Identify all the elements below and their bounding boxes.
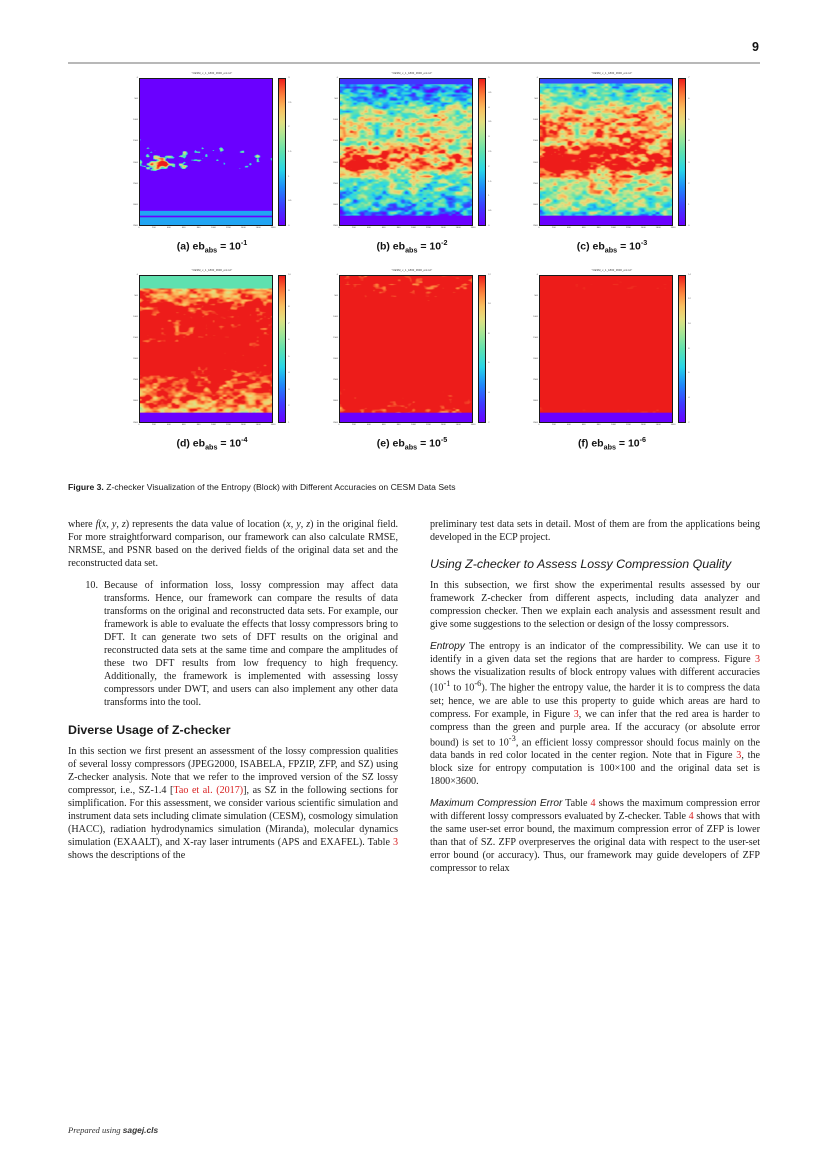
colorbar-gradient-c: [678, 78, 686, 226]
figure-panel-c: [526, 72, 698, 255]
y-tick-label: 2500: [533, 182, 538, 185]
x-tick-label: 600: [581, 423, 586, 426]
subcaption-exp: -3: [640, 238, 648, 247]
x-tick-label: 0: [338, 423, 340, 426]
y-tick-label: 1500: [533, 140, 538, 143]
y-tick-label: 1000: [533, 315, 538, 318]
colorbar-tick-label: 0.5: [488, 210, 492, 213]
y-tick-label: 3000: [333, 400, 338, 403]
colorbar-tick-label: 1: [688, 203, 690, 206]
colorbar-tick-label: 8: [288, 306, 290, 309]
x-tick-label: 0: [138, 227, 140, 229]
heading-using-zchecker: Using Z-checker to Assess Lossy Compression Quality: [430, 557, 732, 572]
colorbar-tick-label: 5: [288, 355, 290, 358]
y-tick-label: 3500: [333, 421, 338, 424]
paragraph-diverse-part1: In this section we first present an assessment of the lossy compression qualities of several lossy compressors (JPEG2000, ISABELA, FPZIP, ZFP, and SZ) using Z-checker analysis. Note that we refer to the improved version of the SZ lossy compressor, i.e., SZ-1.4 [: [68, 746, 398, 797]
colorbar-tick-label: 0: [488, 225, 490, 227]
colorbar-d: [278, 275, 298, 423]
y-tick-label: 2500: [333, 182, 338, 185]
x-tick-label: 600: [181, 423, 186, 426]
x-tick-label: 1200: [425, 227, 431, 229]
colorbar-tick-label: 6: [688, 372, 690, 375]
x-tick-label: 1600: [655, 423, 661, 426]
colorbar-tick-label: 2: [288, 126, 290, 129]
entropy-part6: , an efficient lossy compressor should focus mainly on the data bands in red color located in the center region. Note that in Figure: [430, 737, 760, 762]
subcaption-label: (b) eb: [376, 240, 406, 253]
x-tick-label: 800: [596, 423, 601, 426]
colorbar-ticks-c: [686, 78, 698, 226]
header-rule: [68, 62, 760, 64]
x-axis-e: [338, 423, 476, 431]
x-tick-label: 400: [366, 423, 371, 426]
y-tick-label: 3000: [333, 203, 338, 206]
figure-caption: [68, 482, 760, 493]
figure-ref-3-a[interactable]: 3: [754, 654, 760, 666]
paragraph-where: where f(x, y, z) represents the data value of location (x, y, z) in the original field. For more straightforward comparison, our framework can also calculate RMSE, NRMSE, and PSNR based on the derived fields of the original data set and the reconstructed data set.: [68, 519, 399, 570]
x-tick-label: 0: [538, 227, 540, 229]
y-tick-label: 2000: [333, 161, 338, 164]
figure-row-bottom: [68, 269, 760, 452]
x-tick-label: 1400: [440, 227, 446, 229]
y-tick-label: 2000: [133, 161, 138, 164]
colorbar-tick-label: 0.5: [288, 200, 292, 203]
x-tick-label: 200: [352, 227, 356, 229]
figure-row-top: [68, 72, 760, 255]
colorbar-tick-label: 6: [288, 339, 290, 342]
x-tick-label: 1400: [240, 227, 246, 229]
colorbar-tick-label: 9: [288, 290, 290, 293]
x-tick-label: 1800: [470, 423, 476, 426]
colorbar-tick-label: 4: [488, 391, 490, 394]
subcaption-label: (f) eb: [577, 437, 604, 450]
x-axis-b: [338, 226, 476, 234]
colorbar-tick-label: 1: [288, 421, 290, 424]
colorbar-tick-label: 1.5: [288, 151, 292, 153]
x-tick-label: 1600: [255, 227, 261, 229]
panel-title-e: "CESM_x_1_1800_3600_ent.txt": [391, 268, 433, 272]
panel-title-b: "CESM_x_1_1800_3600_ent.txt": [391, 72, 433, 75]
figure-panel-a: [126, 72, 298, 255]
paragraph-diverse-part3: shows the descriptions of the: [68, 850, 186, 862]
subcaption-eq: = 10: [616, 437, 640, 450]
heading-diverse-usage: Diverse Usage of Z-checker: [68, 723, 231, 738]
colorbar-tick-label: 10: [688, 322, 691, 325]
panel-plot-d: [126, 275, 298, 423]
figure-ref-3-c[interactable]: 3: [736, 750, 742, 762]
y-tick-label: 1000: [333, 119, 338, 122]
y-tick-label: 3000: [133, 400, 138, 403]
heatmap-canvas-b: [340, 79, 472, 225]
colorbar-tick-label: 2.5: [488, 151, 492, 153]
entropy-exp-1: -1: [443, 679, 451, 689]
colorbar-ticks-b: [486, 78, 498, 226]
x-tick-label: 800: [396, 423, 401, 426]
x-tick-label: 600: [381, 423, 386, 426]
colorbar-tick-label: 8: [688, 347, 690, 350]
x-tick-label: 1000: [611, 423, 616, 426]
subcaption-eq: = 10: [217, 437, 242, 450]
heatmap-d: [136, 273, 273, 423]
entropy-exp-3: -3: [508, 733, 516, 743]
panel-title-c: "CESM_x_1_1800_3600_ent.txt": [591, 72, 633, 75]
x-tick-label: 1200: [625, 423, 631, 426]
y-tick-label: 1500: [133, 337, 138, 340]
x-tick-label: 400: [366, 227, 371, 229]
subcaption-exp: -5: [440, 434, 448, 444]
y-tick-label: 3000: [133, 203, 138, 206]
x-tick-label: 600: [581, 227, 586, 229]
list-item-10: [85, 579, 398, 709]
colorbar-tick-label: 5: [488, 77, 490, 79]
x-tick-label: 1200: [225, 423, 231, 426]
x-tick-label: 1000: [211, 423, 216, 426]
footer-class: sagej.cls: [122, 1125, 159, 1135]
colorbar-tick-label: 14: [688, 273, 691, 276]
x-axis-a: [138, 226, 276, 234]
entropy-part2: shows the visualization results of block entropy values with different accuracies (10: [430, 667, 760, 694]
x-tick-label: 1600: [255, 423, 261, 426]
colorbar-tick-label: 10: [288, 273, 291, 276]
colorbar-tick-label: 3: [288, 388, 290, 391]
subcaption-label: (e) eb: [376, 437, 405, 450]
y-tick-label: 3500: [533, 225, 538, 227]
y-tick-label: 1500: [133, 140, 138, 143]
subcaption-e: [326, 435, 498, 452]
paragraph-diverse-usage: [68, 745, 398, 862]
colorbar-tick-label: 6: [688, 98, 690, 101]
x-tick-label: 400: [166, 227, 171, 229]
y-tick-label: 3500: [133, 225, 138, 227]
heatmap-canvas-e: [340, 276, 472, 422]
entropy-exp-2: -6: [474, 679, 482, 689]
y-tick-label: 0: [536, 273, 538, 276]
left-column: [68, 518, 398, 884]
y-tick-label: 0: [336, 273, 338, 276]
x-tick-label: 1200: [225, 227, 231, 229]
colorbar-tick-label: 3.5: [488, 121, 492, 124]
subcaption-a: [126, 238, 298, 255]
x-tick-label: 1000: [411, 423, 416, 426]
right-column: [430, 518, 760, 884]
heatmap-canvas-f: [540, 276, 672, 422]
x-tick-label: 400: [566, 423, 571, 426]
figure-panel-f: [526, 269, 698, 452]
maxerr-part1: Table: [562, 798, 591, 810]
paragraph-max-compression-error: [430, 797, 760, 875]
subcaption-sub: abs: [405, 245, 418, 255]
subcaption-exp: -4: [241, 434, 248, 444]
x-tick-label: 1400: [640, 227, 646, 229]
subcaption-sub: abs: [604, 245, 618, 255]
y-tick-label: 2000: [533, 358, 538, 361]
y-axis-e: [326, 275, 339, 423]
figure-panel-e: [326, 269, 498, 452]
colorbar-tick-label: 3: [488, 136, 490, 139]
maxerr-part2: shows the maximum compression error with different lossy compressors evaluated by Z-checker. Table: [430, 798, 760, 823]
entropy-part7: , the block size for entropy computation is 100×100 and the original data set is 1800×3600.: [430, 750, 760, 788]
y-axis-d: [126, 275, 139, 423]
colorbar-tick-label: 1.5: [488, 180, 492, 183]
y-tick-label: 0: [336, 77, 338, 79]
y-tick-label: 3500: [133, 421, 138, 424]
x-tick-label: 1400: [440, 423, 446, 426]
x-tick-label: 200: [152, 423, 156, 426]
x-tick-label: 200: [552, 227, 556, 229]
runin-max-compression-error: Maximum Compression Error: [430, 798, 563, 810]
x-tick-label: 800: [196, 227, 201, 229]
y-axis-b: [326, 78, 339, 226]
colorbar-ticks-d: [286, 275, 298, 423]
x-tick-label: 1600: [455, 423, 461, 426]
y-tick-label: 500: [134, 98, 138, 101]
page-number: 9: [752, 40, 759, 54]
colorbar-tick-label: 7: [688, 77, 690, 79]
y-tick-label: 3500: [333, 225, 338, 227]
runin-entropy: Entropy: [430, 641, 465, 653]
x-tick-label: 400: [166, 423, 171, 426]
colorbar-tick-label: 4.5: [488, 91, 492, 94]
y-tick-label: 1000: [133, 315, 138, 318]
y-axis-f: [526, 275, 539, 423]
colorbar-a: [278, 78, 298, 226]
subcaption-exp: -1: [240, 238, 248, 247]
colorbar-tick-label: 6: [488, 362, 490, 365]
y-tick-label: 2000: [133, 358, 138, 361]
page-footer: [68, 1125, 158, 1135]
subcaption-exp: -6: [639, 434, 647, 444]
subcaption-c: [526, 238, 698, 255]
x-tick-label: 600: [381, 227, 386, 229]
y-tick-label: 1500: [533, 337, 538, 340]
list-item-number: 10.: [85, 580, 98, 592]
heatmap-c: [536, 77, 673, 226]
y-tick-label: 0: [136, 273, 138, 276]
colorbar-tick-label: 3: [288, 77, 290, 79]
colorbar-tick-label: 10: [488, 303, 491, 306]
colorbar-ticks-e: [486, 275, 498, 423]
colorbar-tick-label: 2: [488, 421, 490, 424]
y-tick-label: 0: [136, 77, 138, 79]
colorbar-ticks-f: [686, 275, 698, 423]
subcaption-sub: abs: [404, 442, 418, 452]
colorbar-tick-label: 8: [488, 332, 490, 335]
colorbar-tick-label: 1: [488, 195, 490, 198]
panel-plot-f: [526, 275, 698, 423]
y-tick-label: 3000: [533, 203, 538, 206]
subcaption-eq: = 10: [417, 437, 441, 450]
x-tick-label: 1400: [240, 423, 246, 426]
entropy-part1: The entropy is an indicator of the compressibility. We can use it to identify in a given data set the regions that are harder to compress. Figure: [430, 641, 760, 666]
heatmap-b: [336, 77, 473, 226]
y-tick-label: 1000: [133, 119, 138, 122]
table-ref-4-b[interactable]: 4: [688, 811, 694, 823]
panel-plot-c: [526, 78, 698, 226]
y-tick-label: 500: [134, 294, 138, 297]
y-tick-label: 2500: [133, 379, 138, 382]
colorbar-b: [478, 78, 498, 226]
subcaption-sub: abs: [205, 442, 218, 452]
heatmap-f: [536, 273, 673, 423]
panel-title-f: "CESM_x_1_1800_3600_ent.txt": [591, 268, 633, 272]
colorbar-ticks-a: [286, 78, 298, 226]
body-columns: [68, 518, 760, 884]
x-tick-label: 0: [138, 423, 140, 426]
subcaption-eq: = 10: [417, 240, 442, 253]
subcaption-exp: -2: [441, 238, 448, 247]
y-tick-label: 500: [334, 98, 338, 101]
figure-ref-3-b[interactable]: 3: [573, 708, 579, 720]
figure-panel-b: [326, 72, 498, 255]
x-tick-label: 600: [181, 227, 186, 229]
paragraph-subsection-intro: In this subsection, we first show the experimental results assessed by our framework Z-checker from different aspects, including data analyzer and compression checker. Then we explain each analysis and assessment result and give some suggestions to the selection or design of the lossy compressors.: [430, 580, 760, 631]
entropy-part4: ). The higher the entropy value, the harder it is to compress the data set; hence, we are able to use this property to guide which areas are hard to compress. For example, in Figure: [430, 682, 760, 720]
paragraph-entropy: [430, 640, 760, 788]
heatmap-a: [136, 77, 273, 226]
colorbar-tick-label: 2: [688, 421, 690, 424]
y-axis-a: [126, 78, 139, 226]
x-tick-label: 1000: [411, 227, 416, 229]
footer-prefix: Prepared using: [68, 1125, 123, 1135]
subcaption-b: [326, 238, 498, 255]
y-tick-label: 2500: [133, 182, 138, 185]
maxerr-part3: shows that with the same user-set error bound, the maximum compression error of ZFP is lower than that of SZ. ZFP overpreserves the original data with respect to the user-set error bound (or accuracy). Thus, our framework may guide developers of ZFP compressor to relax: [430, 811, 760, 875]
x-tick-label: 0: [538, 423, 540, 426]
subcaption-eq: = 10: [617, 240, 641, 253]
y-tick-label: 2500: [333, 379, 338, 382]
colorbar-gradient-a: [278, 78, 286, 226]
figure-panel-d: [126, 269, 298, 452]
subcaption-eq: = 10: [217, 240, 241, 253]
x-tick-label: 1000: [611, 227, 616, 229]
y-tick-label: 500: [334, 294, 338, 297]
x-tick-label: 0: [338, 227, 340, 229]
colorbar-gradient-f: [678, 275, 686, 423]
colorbar-tick-label: 2: [488, 165, 490, 168]
heatmap-e: [336, 273, 473, 423]
subcaption-f: [526, 435, 698, 452]
subcaption-sub: abs: [603, 442, 616, 452]
panel-title-d: "CESM_x_1_1800_3600_ent.txt": [191, 268, 233, 272]
x-tick-label: 800: [196, 423, 201, 426]
x-tick-label: 1800: [270, 423, 276, 426]
x-tick-label: 200: [552, 423, 556, 426]
list-item-10-text: Because of information loss, lossy compression may affect data transforms. Hence, our framework can compare the results of data transforms on the original and reconstructed data sets. For example, our framework is able to evaluate the effects that lossy compressors bring to DFT. It can generate two sets of DFT results on the original and reconstructed data sets at the same time and compare the amplitudes of these two DFT results from low frequency to high frequency. Additionally, the framework is implemented with assessing lossy compressors under DWT, and users can also implement any other data transforms into the tool.: [104, 580, 398, 709]
y-tick-label: 0: [536, 77, 538, 79]
x-tick-label: 800: [596, 227, 601, 229]
x-axis-d: [138, 423, 276, 431]
figure-caption-text: Z-checker Visualization of the Entropy (Block) with Different Accuracies on CESM Data Sets: [103, 482, 456, 492]
x-tick-label: 1600: [655, 227, 661, 229]
x-tick-label: 1800: [670, 423, 676, 426]
y-tick-label: 500: [534, 98, 538, 101]
subcaption-label: (d) eb: [176, 437, 206, 450]
colorbar-tick-label: 0: [688, 225, 690, 227]
x-tick-label: 1200: [425, 423, 431, 426]
x-tick-label: 1800: [270, 227, 276, 229]
y-tick-label: 500: [534, 294, 538, 297]
colorbar-gradient-e: [478, 275, 486, 423]
colorbar-tick-label: 4: [688, 140, 690, 143]
subcaption-sub: abs: [204, 245, 218, 255]
x-tick-label: 1800: [670, 227, 676, 229]
y-tick-label: 2000: [533, 161, 538, 164]
heatmap-canvas-c: [540, 79, 672, 225]
x-tick-label: 1400: [640, 423, 646, 426]
colorbar-tick-label: 4: [688, 396, 690, 399]
table-ref-3[interactable]: 3: [392, 837, 398, 849]
colorbar-tick-label: 7: [288, 322, 290, 325]
x-tick-label: 800: [396, 227, 401, 229]
colorbar-e: [478, 275, 498, 423]
y-tick-label: 2500: [533, 379, 538, 382]
x-axis-f: [538, 423, 676, 431]
panel-plot-e: [326, 275, 498, 423]
subcaption-label: (a) eb: [176, 240, 205, 253]
panel-title-a: "CESM_x_1_1800_3600_ent.txt": [191, 72, 233, 75]
colorbar-tick-label: 1: [288, 175, 290, 178]
x-tick-label: 1600: [455, 227, 461, 229]
colorbar-gradient-b: [478, 78, 486, 226]
heatmap-canvas-d: [140, 276, 272, 422]
x-tick-label: 1800: [470, 227, 476, 229]
colorbar-c: [678, 78, 698, 226]
y-axis-c: [526, 78, 539, 226]
x-tick-label: 400: [566, 227, 571, 229]
heatmap-canvas-a: [140, 79, 272, 225]
colorbar-tick-label: 5: [688, 119, 690, 122]
figure-caption-label: Figure 3.: [68, 482, 104, 492]
entropy-part3: to 10: [450, 682, 475, 694]
y-tick-label: 1500: [333, 140, 338, 143]
x-axis-c: [538, 226, 676, 234]
citation-tao-2017[interactable]: Tao et al. (2017): [173, 785, 244, 797]
subcaption-d: [126, 435, 298, 452]
y-tick-label: 2000: [333, 358, 338, 361]
colorbar-tick-label: 2: [288, 405, 290, 408]
y-tick-label: 1000: [333, 315, 338, 318]
x-tick-label: 1000: [211, 227, 216, 229]
subcaption-label: (c) eb: [576, 240, 605, 253]
x-tick-label: 200: [152, 227, 156, 229]
x-tick-label: 1200: [625, 227, 631, 229]
colorbar-tick-label: 2.5: [288, 101, 292, 104]
colorbar-tick-label: 12: [488, 273, 491, 276]
figure-3: [68, 72, 760, 451]
y-tick-label: 3000: [533, 400, 538, 403]
colorbar-tick-label: 2: [688, 182, 690, 185]
colorbar-tick-label: 4: [488, 106, 490, 109]
colorbar-tick-label: 4: [288, 372, 290, 375]
x-tick-label: 200: [352, 423, 356, 426]
colorbar-gradient-d: [278, 275, 286, 423]
paragraph-preliminary: preliminary test data sets in detail. Most of them are from the applications being developed in the ECP project.: [430, 519, 760, 544]
colorbar-f: [678, 275, 698, 423]
panel-plot-a: [126, 78, 298, 226]
y-tick-label: 1500: [333, 337, 338, 340]
y-tick-label: 1000: [533, 119, 538, 122]
colorbar-tick-label: 3: [688, 161, 690, 164]
colorbar-tick-label: 0: [288, 225, 290, 227]
colorbar-tick-label: 12: [688, 298, 691, 301]
panel-plot-b: [326, 78, 498, 226]
table-ref-4-a[interactable]: 4: [590, 798, 596, 810]
paragraph-diverse-part2: ], as SZ in the following sections for simplification. For this assessment, we consider various scientific simulation and instrument data sets including climate simulation (CESM), cosmology simulation (HACC), radiation hydrodynamics simulation (Miranda), molecular dynamics simulation (EXAALT), and X-ray laser intruments (APS and EXAFEL). Table: [68, 785, 398, 849]
entropy-part5: , we can infer that the red area is harder to compress than the green and purple area. If the accuracy (or absolute error bound) is set to 10: [430, 708, 760, 749]
y-tick-label: 3500: [533, 421, 538, 424]
